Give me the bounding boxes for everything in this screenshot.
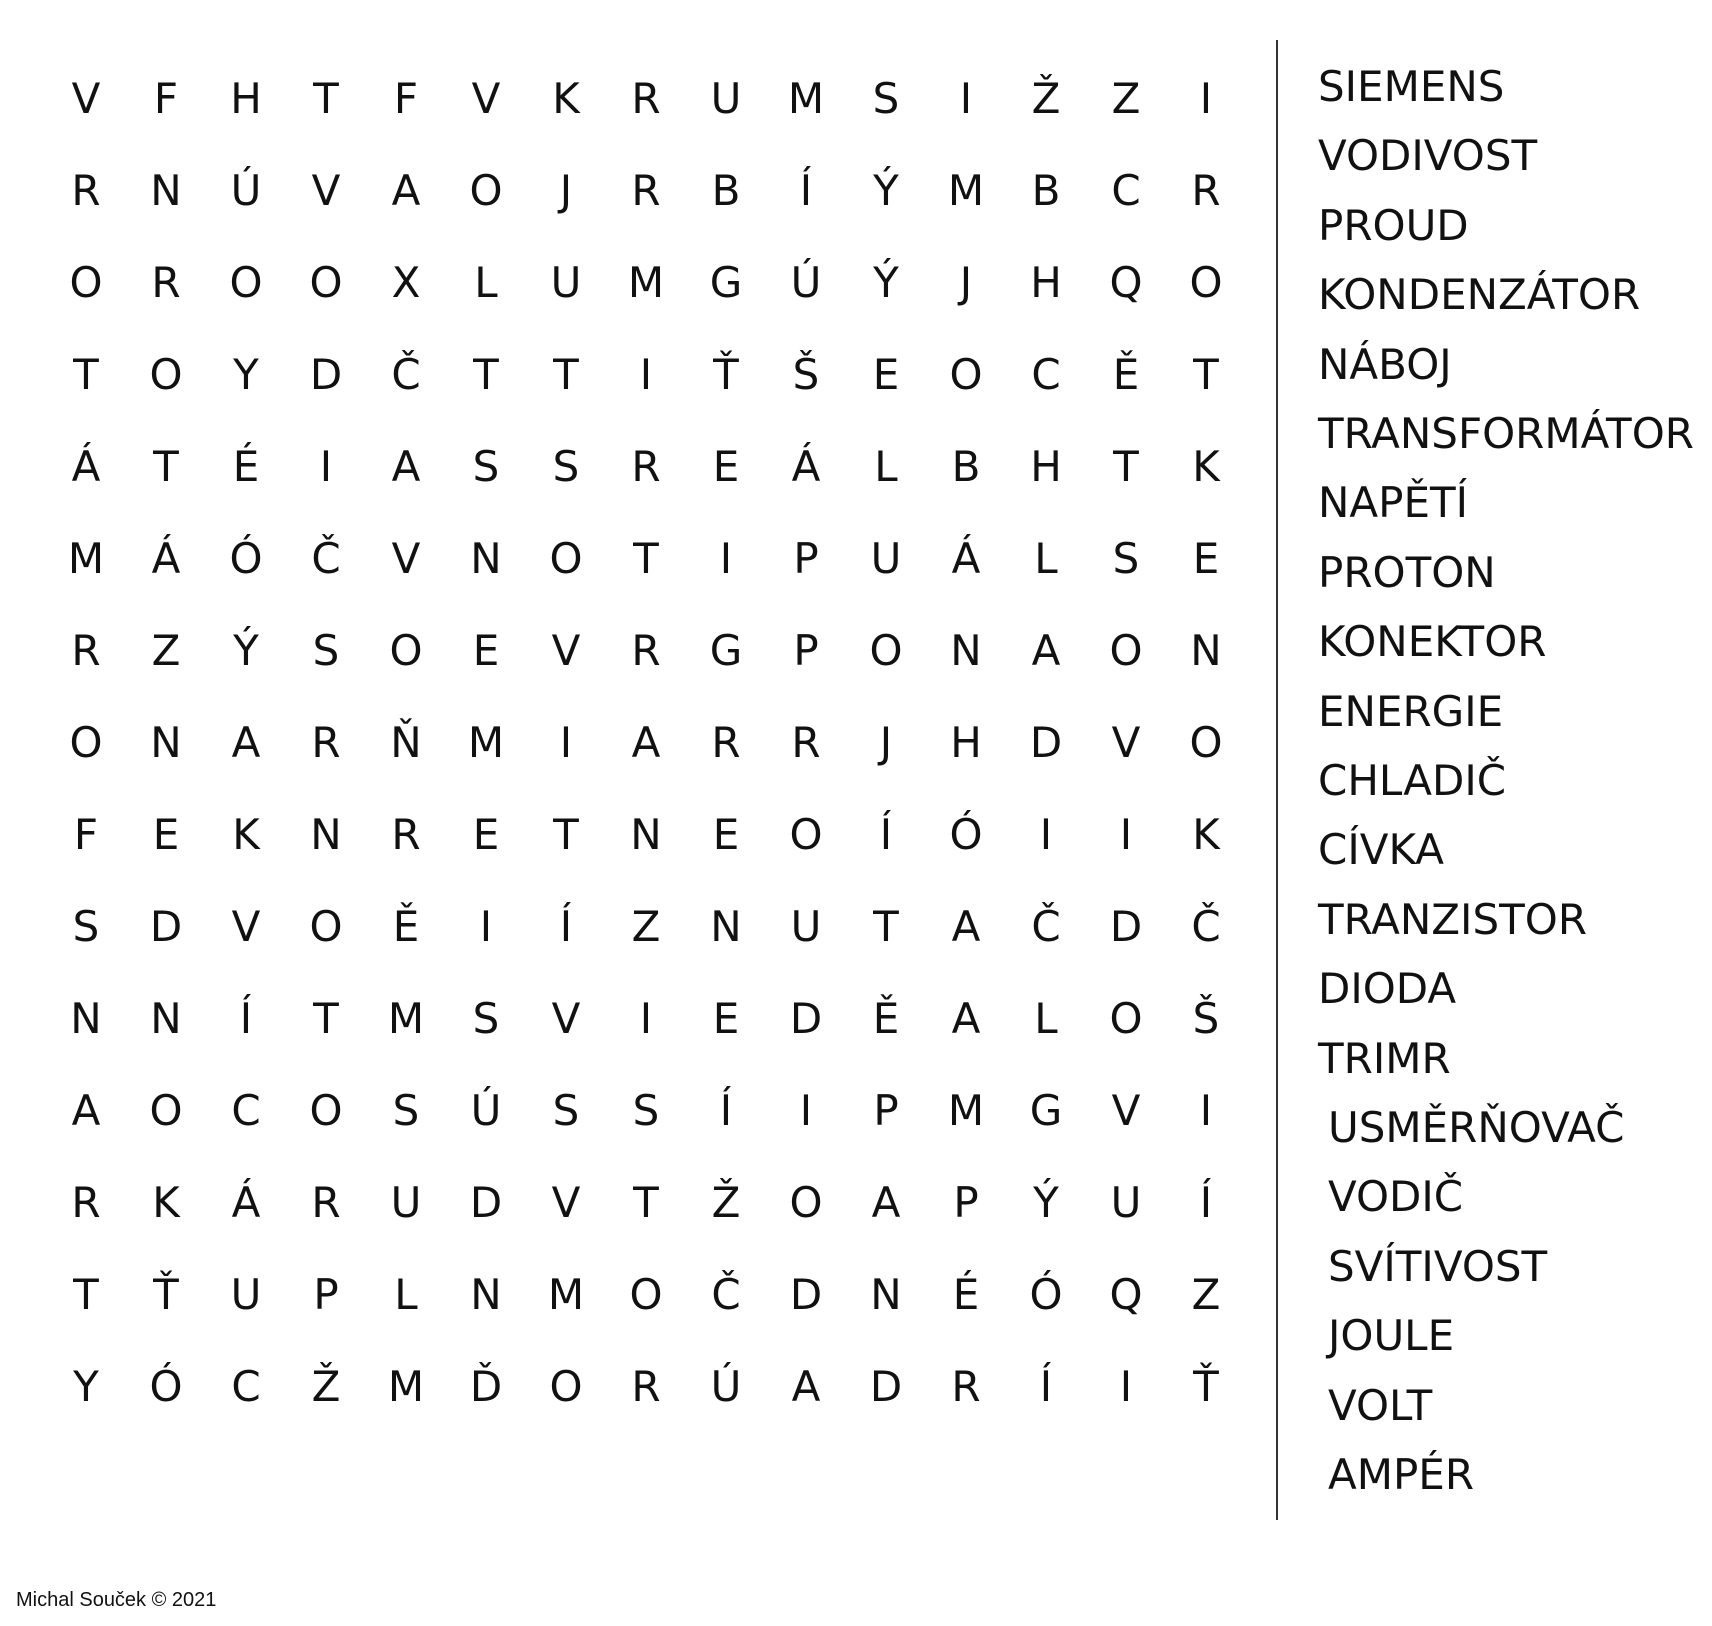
grid-letter: R xyxy=(1191,166,1221,215)
grid-letter: Ť xyxy=(153,1270,179,1319)
grid-letter: I xyxy=(959,74,973,123)
grid-letter: T xyxy=(553,810,579,859)
grid-letter: G xyxy=(1029,1086,1063,1135)
grid-letter: J xyxy=(959,258,973,307)
grid-letter: E xyxy=(712,810,740,859)
grid-letter: M xyxy=(547,1270,585,1319)
grid-letter: N xyxy=(630,810,662,859)
grid-letter: R xyxy=(151,258,181,307)
grid-letter: E xyxy=(872,350,900,399)
grid-letter: Š xyxy=(1192,994,1220,1043)
grid-letter: A xyxy=(1031,626,1061,675)
grid-letter: N xyxy=(1190,626,1222,675)
grid-letter: O xyxy=(309,902,343,951)
grid-letter: O xyxy=(1189,258,1223,307)
grid-letter: T xyxy=(633,1178,659,1227)
grid-letter: U xyxy=(790,902,822,951)
grid-letter: P xyxy=(953,1178,979,1227)
grid-letter: V xyxy=(231,902,261,951)
word-list-item: AMPÉR xyxy=(1328,1450,1475,1499)
grid-letter: U xyxy=(550,258,582,307)
grid-letter: K xyxy=(1192,442,1220,491)
grid-letter: O xyxy=(309,258,343,307)
grid-letter: K xyxy=(152,1178,180,1227)
grid-letter: Ť xyxy=(1193,1362,1219,1411)
word-list-item: VOLT xyxy=(1328,1380,1433,1430)
grid-letter: Č xyxy=(711,1270,741,1319)
grid-letter: R xyxy=(631,74,661,123)
grid-letter: R xyxy=(951,1362,981,1411)
word-list-item: VODIČ xyxy=(1328,1172,1464,1222)
grid-letter: E xyxy=(712,994,740,1043)
grid-letter: É xyxy=(952,1270,980,1319)
grid-letter: I xyxy=(719,534,733,583)
grid-letter: V xyxy=(1111,1086,1141,1135)
grid-letter: C xyxy=(1031,350,1061,399)
grid-letter: Á xyxy=(71,442,101,491)
grid-letter: Z xyxy=(151,626,181,675)
grid-letter: Ě xyxy=(392,902,420,951)
grid-letter: A xyxy=(631,718,661,767)
grid-letter: V xyxy=(551,626,581,675)
grid-letter: S xyxy=(632,1086,660,1135)
grid-letter: Q xyxy=(1109,1270,1143,1319)
grid-letter: K xyxy=(1192,810,1220,859)
grid-letter: S xyxy=(472,442,500,491)
grid-letter: Í xyxy=(559,902,573,951)
grid-letter: L xyxy=(394,1270,418,1319)
grid-letter: B xyxy=(1031,166,1061,215)
grid-letter: H xyxy=(950,718,982,767)
grid-letter: T xyxy=(553,350,579,399)
grid-letter: N xyxy=(710,902,742,951)
grid-letter: T xyxy=(313,994,339,1043)
grid-letter: U xyxy=(390,1178,422,1227)
grid-letter: N xyxy=(470,534,502,583)
grid-letter: O xyxy=(869,626,903,675)
grid-letter: D xyxy=(149,902,183,951)
grid-letter: Ť xyxy=(713,350,739,399)
grid-letter: F xyxy=(153,74,179,123)
grid-letter: Ě xyxy=(872,994,900,1043)
grid-letter: L xyxy=(1034,534,1058,583)
grid-letter: D xyxy=(1109,902,1143,951)
grid-letter: Ú xyxy=(790,258,822,307)
grid-letter: R xyxy=(71,626,101,675)
letter-grid xyxy=(46,53,1246,1433)
word-list-item: TRANZISTOR xyxy=(1318,894,1588,944)
grid-letter: D xyxy=(469,1178,503,1227)
grid-letter: T xyxy=(873,902,899,951)
grid-letter: T xyxy=(313,74,339,123)
grid-letter: É xyxy=(232,442,260,491)
grid-letter: V xyxy=(551,994,581,1043)
grid-letter: A xyxy=(231,718,261,767)
grid-letter: E xyxy=(1192,534,1220,583)
grid-letter: R xyxy=(631,1362,661,1411)
grid-letter: Ý xyxy=(873,166,899,215)
grid-letter: Ý xyxy=(233,626,259,675)
grid-letter: Ž xyxy=(311,1362,341,1411)
grid-letter: S xyxy=(872,74,900,123)
grid-letter: G xyxy=(709,258,743,307)
grid-letter: Ž xyxy=(711,1178,741,1227)
grid-letter: O xyxy=(789,1178,823,1227)
grid-letter: M xyxy=(387,994,425,1043)
grid-letter: I xyxy=(1039,810,1053,859)
grid-letter: Ó xyxy=(1029,1270,1063,1319)
grid-letter: Í xyxy=(1199,1178,1213,1227)
copyright-text: Michal Souček © 2021 xyxy=(16,1589,217,1611)
grid-letter: Ó xyxy=(149,1362,183,1411)
word-list-item: JOULE xyxy=(1328,1311,1455,1361)
word-list-item: TRIMR xyxy=(1318,1033,1451,1083)
grid-letter: C xyxy=(1111,166,1141,215)
grid-letter: Z xyxy=(1191,1270,1221,1319)
grid-letter: D xyxy=(869,1362,903,1411)
grid-letter: I xyxy=(639,350,653,399)
grid-letter: Í xyxy=(239,994,253,1043)
grid-letter: M xyxy=(787,74,825,123)
grid-letter: M xyxy=(627,258,665,307)
word-list-item: KONEKTOR xyxy=(1318,617,1547,667)
grid-letter: J xyxy=(879,718,893,767)
grid-letter: P xyxy=(793,534,819,583)
grid-letter: T xyxy=(73,350,99,399)
grid-letter: I xyxy=(799,1086,813,1135)
grid-letter: I xyxy=(319,442,333,491)
grid-letter: E xyxy=(712,442,740,491)
grid-letter: M xyxy=(947,166,985,215)
word-list-item: DIODA xyxy=(1318,964,1457,1014)
grid-letter: Ú xyxy=(470,1086,502,1135)
word-list-item: VODIVOST xyxy=(1318,131,1538,181)
divider-line xyxy=(1276,40,1278,1520)
grid-letter: C xyxy=(231,1362,261,1411)
grid-letter: Á xyxy=(151,534,181,583)
grid-letter: R xyxy=(311,718,341,767)
grid-letter: S xyxy=(1112,534,1140,583)
grid-letter: J xyxy=(559,166,573,215)
grid-letter: U xyxy=(870,534,902,583)
grid-letter: B xyxy=(951,442,981,491)
grid-letter: T xyxy=(633,534,659,583)
grid-letter: O xyxy=(149,1086,183,1135)
grid-letter: M xyxy=(387,1362,425,1411)
word-list-item: KONDENZÁTOR xyxy=(1318,270,1641,320)
word-list-item: CHLADIČ xyxy=(1318,756,1507,805)
grid-letter: Ó xyxy=(229,534,263,583)
grid-letter: Ú xyxy=(710,1362,742,1411)
grid-letter: O xyxy=(309,1086,343,1135)
grid-letter: I xyxy=(1199,1086,1213,1135)
grid-letter: O xyxy=(69,258,103,307)
grid-letter: R xyxy=(71,166,101,215)
grid-letter: A xyxy=(71,1086,101,1135)
grid-letter: Z xyxy=(631,902,661,951)
grid-letter: A xyxy=(791,1362,821,1411)
word-list-item: SVÍTIVOST xyxy=(1328,1241,1548,1291)
word-list-item: PROTON xyxy=(1318,547,1496,597)
grid-letter: Ý xyxy=(1033,1178,1059,1227)
grid-letter: M xyxy=(467,718,505,767)
grid-letter: T xyxy=(73,1270,99,1319)
grid-letter: O xyxy=(549,1362,583,1411)
grid-letter: O xyxy=(789,810,823,859)
grid-letter: Č xyxy=(1191,902,1221,951)
grid-letter: V xyxy=(471,74,501,123)
grid-letter: H xyxy=(230,74,262,123)
grid-letter: S xyxy=(552,442,580,491)
grid-letter: Ň xyxy=(390,718,422,767)
grid-letter: N xyxy=(70,994,102,1043)
grid-letter: Š xyxy=(792,350,820,399)
grid-letter: T xyxy=(153,442,179,491)
word-list-item: USMĚRŇOVAČ xyxy=(1328,1103,1625,1152)
grid-letter: R xyxy=(711,718,741,767)
grid-letter: D xyxy=(789,994,823,1043)
grid-letter: Á xyxy=(231,1178,261,1227)
word-list-item: PROUD xyxy=(1318,200,1469,250)
grid-letter: D xyxy=(789,1270,823,1319)
grid-letter: S xyxy=(552,1086,580,1135)
word-list-item: NAPĚTÍ xyxy=(1318,478,1469,528)
grid-letter: Ý xyxy=(873,258,899,307)
grid-letter: A xyxy=(871,1178,901,1227)
grid-letter: Í xyxy=(1039,1362,1053,1411)
grid-letter: L xyxy=(474,258,498,307)
grid-letter: S xyxy=(392,1086,420,1135)
grid-letter: S xyxy=(72,902,100,951)
grid-letter: R xyxy=(791,718,821,767)
grid-letter: P xyxy=(793,626,819,675)
grid-letter: Á xyxy=(791,442,821,491)
grid-letter: O xyxy=(69,718,103,767)
grid-letter: Č xyxy=(391,350,421,399)
grid-letter: S xyxy=(312,626,340,675)
grid-letter: V xyxy=(71,74,101,123)
grid-letter: O xyxy=(1189,718,1223,767)
grid-letter: L xyxy=(1034,994,1058,1043)
grid-letter: Í xyxy=(799,166,813,215)
grid-letter: O xyxy=(549,534,583,583)
grid-letter: R xyxy=(71,1178,101,1227)
grid-letter: S xyxy=(472,994,500,1043)
grid-letter: Y xyxy=(233,350,259,399)
grid-letter: Ó xyxy=(949,810,983,859)
grid-letter: O xyxy=(1109,626,1143,675)
grid-letter: U xyxy=(1110,1178,1142,1227)
grid-letter: Í xyxy=(879,810,893,859)
grid-letter: R xyxy=(631,626,661,675)
grid-letter: B xyxy=(711,166,741,215)
grid-letter: R xyxy=(631,166,661,215)
grid-letter: O xyxy=(149,350,183,399)
grid-letter: F xyxy=(73,810,99,859)
grid-letter: O xyxy=(229,258,263,307)
grid-letter: M xyxy=(67,534,105,583)
grid-letter: N xyxy=(870,1270,902,1319)
grid-letter: M xyxy=(947,1086,985,1135)
grid-letter: L xyxy=(874,442,898,491)
grid-letter: U xyxy=(710,74,742,123)
grid-letter: A xyxy=(951,902,981,951)
word-list xyxy=(1318,52,1712,1512)
grid-letter: T xyxy=(473,350,499,399)
grid-letter: K xyxy=(232,810,260,859)
grid-letter: Í xyxy=(719,1086,733,1135)
grid-letter: I xyxy=(1199,74,1213,123)
grid-letter: V xyxy=(1111,718,1141,767)
grid-letter: O xyxy=(629,1270,663,1319)
grid-letter: Á xyxy=(951,534,981,583)
grid-letter: E xyxy=(152,810,180,859)
grid-letter: Ď xyxy=(469,1362,503,1411)
grid-letter: V xyxy=(311,166,341,215)
grid-letter: N xyxy=(150,994,182,1043)
grid-letter: T xyxy=(1113,442,1139,491)
grid-letter: A xyxy=(951,994,981,1043)
grid-letter: O xyxy=(949,350,983,399)
grid-letter: U xyxy=(230,1270,262,1319)
grid-letter: Q xyxy=(1109,258,1143,307)
grid-letter: O xyxy=(469,166,503,215)
grid-letter: H xyxy=(1030,442,1062,491)
grid-letter: Ě xyxy=(1112,350,1140,399)
grid-letter: D xyxy=(309,350,343,399)
word-list-item: NÁBOJ xyxy=(1318,339,1452,389)
grid-letter: I xyxy=(559,718,573,767)
word-list-item: SIEMENS xyxy=(1318,62,1505,111)
grid-letter: Ž xyxy=(1031,74,1061,123)
grid-letter: O xyxy=(389,626,423,675)
grid-letter: Ú xyxy=(230,166,262,215)
grid-letter: R xyxy=(391,810,421,859)
word-list-item: ENERGIE xyxy=(1318,686,1504,736)
grid-letter: G xyxy=(709,626,743,675)
grid-letter: N xyxy=(150,166,182,215)
grid-letter: Z xyxy=(1111,74,1141,123)
grid-letter: P xyxy=(873,1086,899,1135)
grid-letter: A xyxy=(391,442,421,491)
grid-letter: V xyxy=(551,1178,581,1227)
grid-letter: O xyxy=(1109,994,1143,1043)
grid-letter: Č xyxy=(311,534,341,583)
grid-letter: I xyxy=(1119,1362,1133,1411)
grid-letter: E xyxy=(472,626,500,675)
grid-letter: D xyxy=(1029,718,1063,767)
grid-letter: R xyxy=(631,442,661,491)
grid-letter: K xyxy=(552,74,580,123)
grid-letter: F xyxy=(393,74,419,123)
grid-letter: X xyxy=(391,258,421,307)
grid-letter: N xyxy=(310,810,342,859)
grid-letter: N xyxy=(950,626,982,675)
grid-letter: I xyxy=(639,994,653,1043)
word-list-item: CÍVKA xyxy=(1318,825,1444,875)
grid-letter: V xyxy=(391,534,421,583)
grid-letter: N xyxy=(150,718,182,767)
word-list-item: TRANSFORMÁTOR xyxy=(1318,409,1694,458)
grid-letter: Y xyxy=(73,1362,99,1411)
grid-letter: I xyxy=(1119,810,1133,859)
grid-letter: C xyxy=(231,1086,261,1135)
grid-letter: T xyxy=(1193,350,1219,399)
grid-letter: Č xyxy=(1031,902,1061,951)
grid-letter: N xyxy=(470,1270,502,1319)
grid-letter: R xyxy=(311,1178,341,1227)
grid-letter: E xyxy=(472,810,500,859)
grid-letter: A xyxy=(391,166,421,215)
grid-letter: H xyxy=(1030,258,1062,307)
grid-letter: I xyxy=(479,902,493,951)
grid-letter: P xyxy=(313,1270,339,1319)
